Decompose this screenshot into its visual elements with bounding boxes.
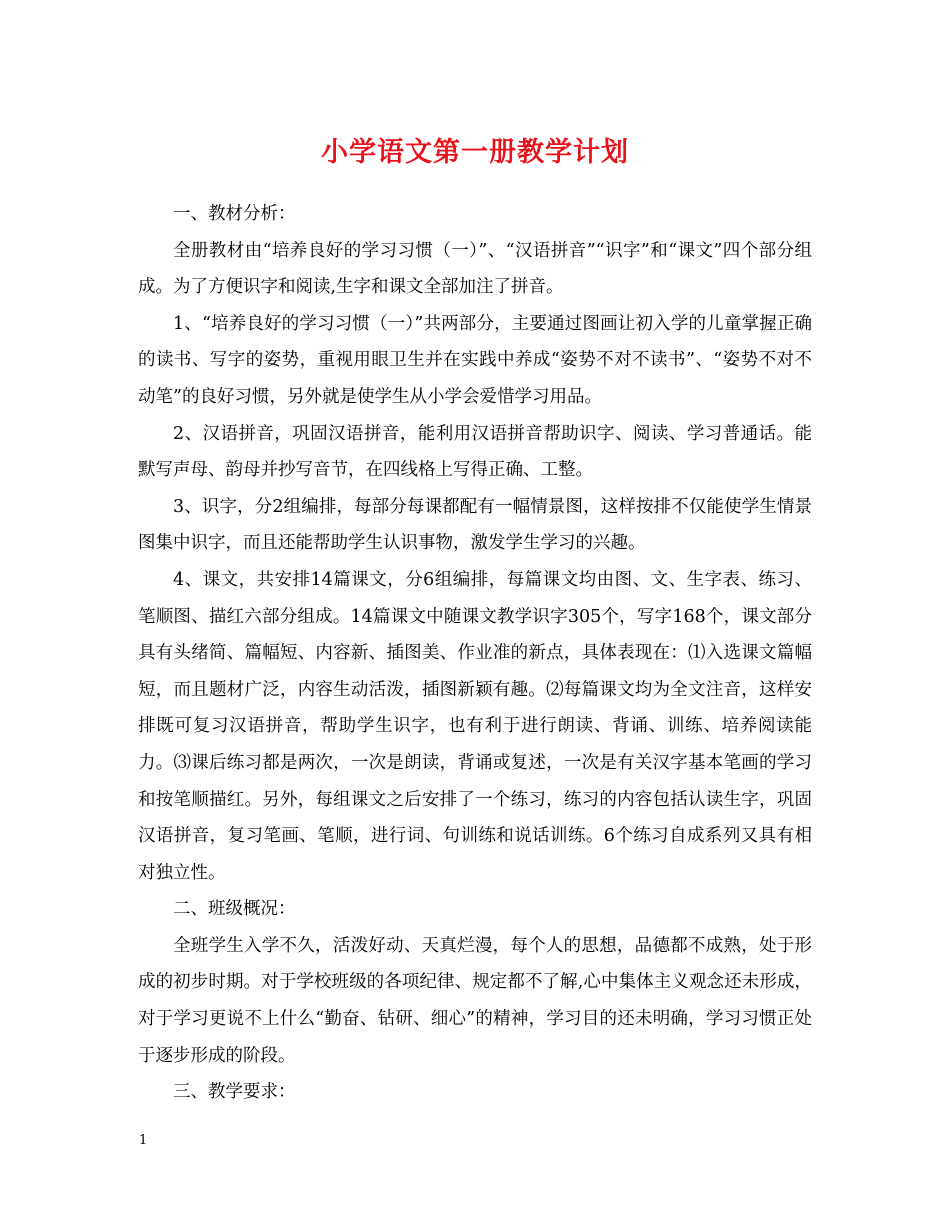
paragraph: 4、课文，共安排14篇课文，分6组编排，每篇课文均由图、文、生字表、练习、笔顺图、描红六部分组成。14篇课文中随课文教学识字305个，写字168个，课文部分具有头绪简、篇幅短、内容新、插图美、作业准的新点，具体表现在：⑴入选课文篇幅短，而且题材广泛，内容生动活泼，插图新颖有趣。⑵每篇课文均为全文注音，这样安排既可复习汉语拼音，帮助学生识字，也有利于进行朗读、背诵、训练、培养阅读能力。⑶课后练习都是两次，一次是朗读，背诵或复述，一次是有关汉字基本笔画的学习和按笔顺描红。另外，每组课文之后安排了一个练习，练习的内容包括认读生字，巩固汉语拼音，复习笔画、笔顺，进行词、句训练和说话训练。6个练习自成系列又具有相对独立性。: [138, 569, 812, 883]
section-heading-textbook-analysis: 一、教材分析：: [173, 204, 296, 224]
section-heading-teaching-requirements: 三、教学要求：: [173, 1082, 296, 1103]
paragraph: 2、汉语拼音，巩固汉语拼音，能利用汉语拼音帮助识字、阅读、学习普通话。能默写声母、韵母并抄写音节，在四线格上写得正确、工整。: [138, 423, 812, 481]
document-title: 小学语文第一册教学计划: [321, 137, 629, 168]
paragraph: 1、“培养良好的学习习惯（一）”共两部分，主要通过图画让初入学的儿童掌握正确的读书、写字的姿势，重视用眼卫生并在实践中养成“姿势不对不读书”、“姿势不对不动笔”的良好习惯，另外就是使学生从小学会爱惜学习用品。: [138, 313, 812, 407]
section-heading-class-overview: 二、班级概况：: [173, 899, 296, 920]
paragraph: 全班学生入学不久，活泼好动、天真烂漫，每个人的思想，品德都不成熟，处于形成的初步时期。对于学校班级的各项纪律、规定都不了解,心中集体主义观念还未形成，对于学习更说不上什么“勤奋、钻研、细心”的精神，学习目的还未明确，学习习惯正处于逐步形成的阶段。: [138, 935, 812, 1066]
page-number: 1: [139, 1133, 148, 1148]
paragraph: 全册教材由“培养良好的学习习惯（一）”、“汉语拼音”“识字”和“课文”四个部分组成。为了方便识字和阅读,生字和课文全部加注了拼音。: [138, 240, 812, 298]
paragraph: 3、识字，分2组编排，每部分每课都配有一幅情景图，这样按排不仅能使学生情景图集中识字，而且还能帮助学生认识事物，激发学生学习的兴趣。: [138, 496, 812, 554]
document-body: [138, 196, 812, 1111]
